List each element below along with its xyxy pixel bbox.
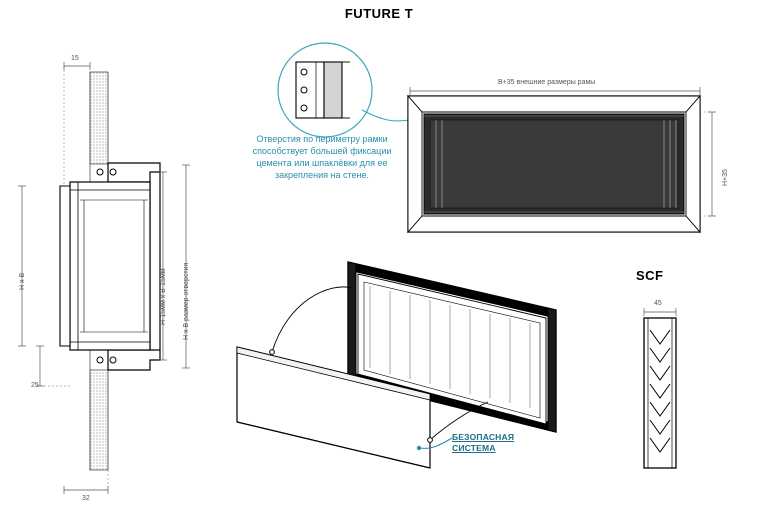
callout-note: Отверстия по периметру рамки способствует большей фиксации цемента или шпаклёвки для ее закрепления на стене. bbox=[252, 134, 392, 180]
page-title: FUTURE T bbox=[344, 6, 414, 21]
scf-section-title: SCF bbox=[636, 268, 664, 283]
safety-line-2: СИСТЕМА bbox=[452, 443, 496, 453]
dim-inner-height-1: H-15мм x B-15мм bbox=[160, 268, 167, 325]
dim-lower-left: 25 bbox=[31, 382, 39, 389]
dim-left-height: H x B bbox=[19, 272, 26, 290]
dim-scf-width: 45 bbox=[654, 300, 662, 307]
dim-top-width: 15 bbox=[71, 55, 79, 62]
safety-line-1: БЕЗОПАСНАЯ bbox=[452, 432, 515, 442]
dim-bottom-width: 32 bbox=[82, 495, 90, 502]
dim-frame-width: B+35 внешние размеры рамы bbox=[498, 79, 596, 86]
dim-inner-height-2: H x B размер отверстия bbox=[183, 262, 190, 340]
dim-frame-height: H+35 bbox=[722, 169, 729, 186]
